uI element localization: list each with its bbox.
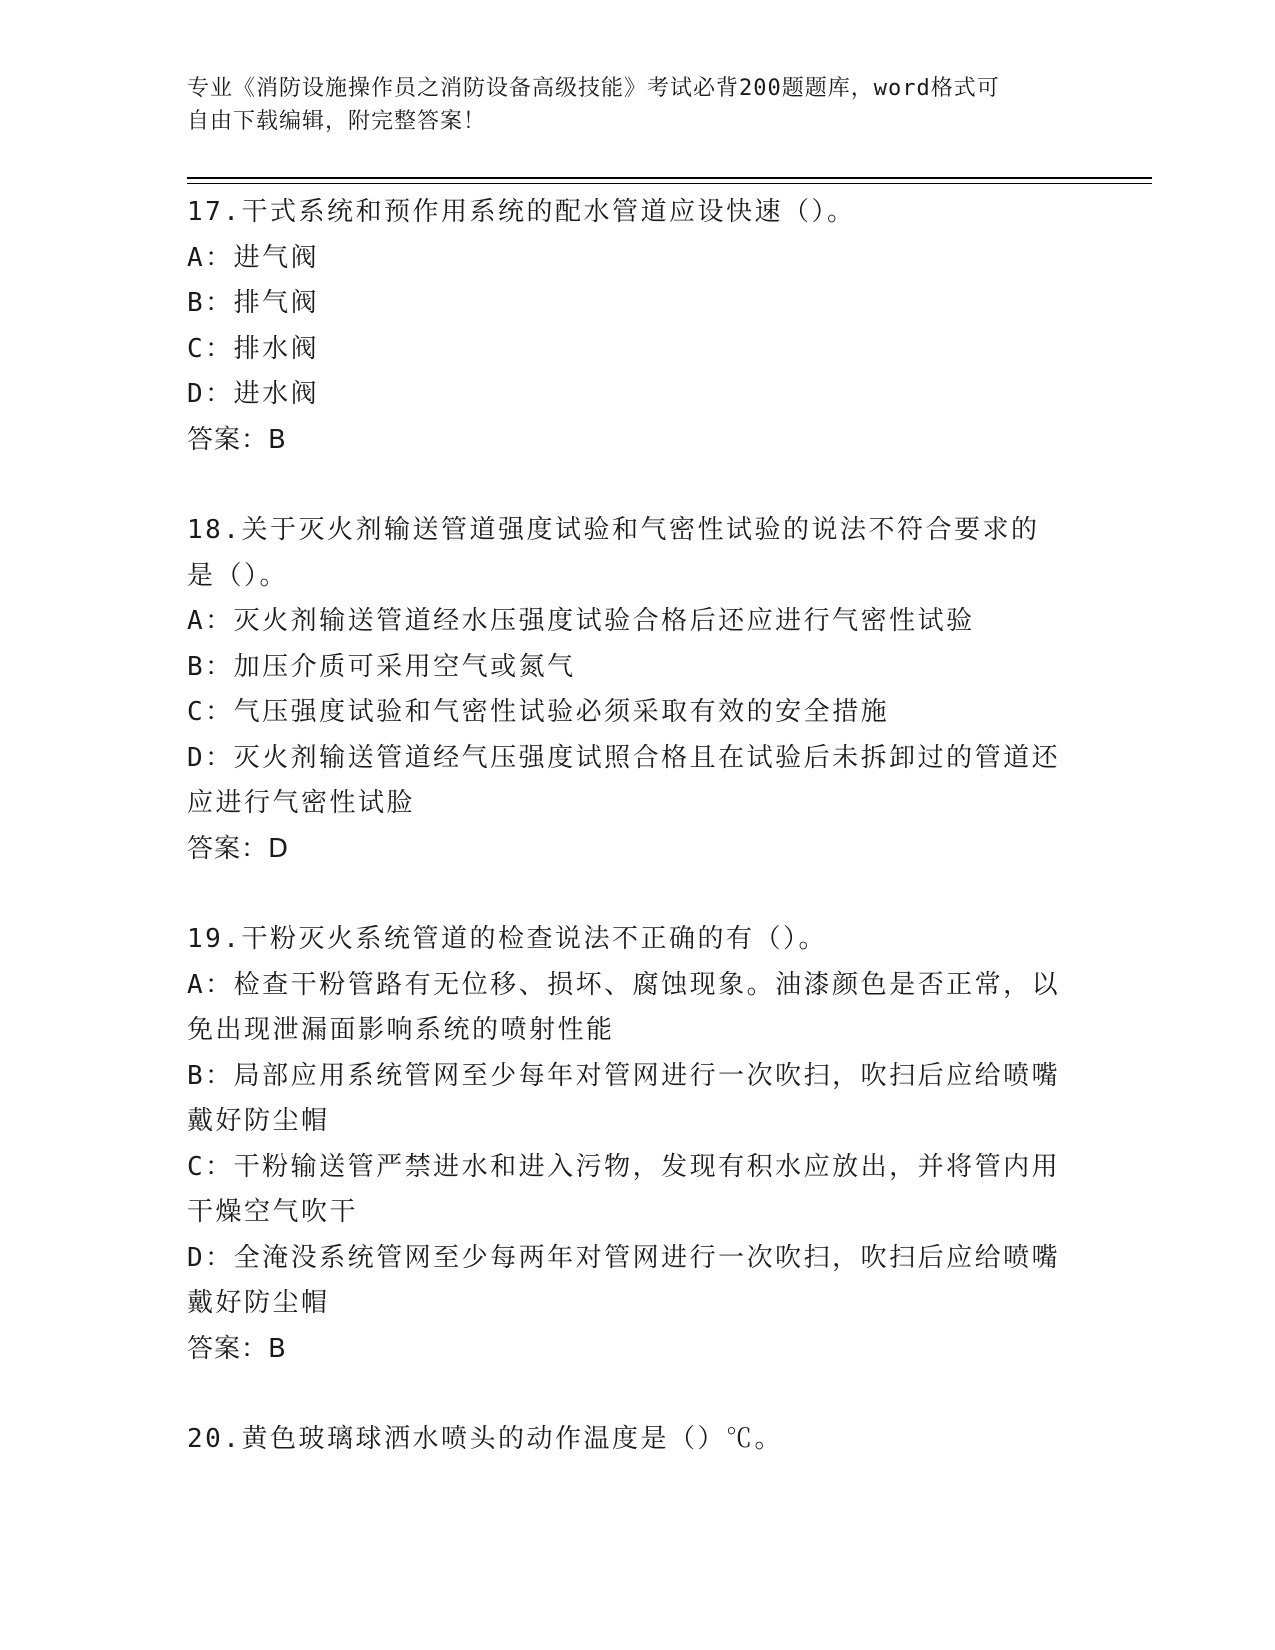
question-stem: 19.干粉灭火系统管道的检查说法不正确的有（）。	[187, 924, 827, 954]
option-b: B：局部应用系统管网至少每年对管网进行一次吹扫，吹扫后应给喷嘴戴好防尘帽	[187, 1060, 1061, 1136]
spacer	[187, 1372, 1067, 1417]
question-stem: 18.关于灭火剂输送管道强度试验和气密性试验的说法不符合要求的是（）。	[187, 515, 1040, 591]
header-rule-thin	[187, 183, 1152, 184]
question-19	[187, 917, 1067, 1372]
document-header	[187, 72, 1067, 138]
answer-line: 答案：D	[187, 833, 290, 864]
question-stem: 17.干式系统和预作用系统的配水管道应设快速（）。	[187, 197, 856, 227]
option-a: A：检查干粉管路有无位移、损坏、腐蚀现象。油漆颜色是否正常，以免出现泄漏面影响系统的喷射性能	[187, 969, 1061, 1045]
question-20	[187, 1417, 1067, 1463]
question-list	[187, 190, 1067, 1463]
answer-line: 答案：B	[187, 1333, 287, 1364]
option-b: B：排气阀	[187, 288, 320, 318]
option-d: D：灭火剂输送管道经气压强度试照合格且在试验后未拆卸过的管道还应进行气密性试脸	[187, 742, 1061, 818]
answer-line: 答案：B	[187, 424, 287, 455]
option-c: C：气压强度试验和气密性试验必须采取有效的安全措施	[187, 697, 890, 727]
question-18	[187, 508, 1067, 872]
option-d: D：进水阀	[187, 379, 320, 409]
option-c: C：排水阀	[187, 333, 320, 364]
question-17	[187, 190, 1067, 463]
option-d: D：全淹没系统管网至少每两年对管网进行一次吹扫，吹扫后应给喷嘴戴好防尘帽	[187, 1242, 1061, 1318]
option-c: C：干粉输送管严禁进水和进入污物，发现有积水应放出，并将管内用干燥空气吹干	[187, 1151, 1061, 1227]
option-a: A：进气阀	[187, 242, 320, 273]
header-line-1: 专业《消防设施操作员之消防设备高级技能》考试必背200题题库，word格式可	[187, 76, 1000, 101]
spacer	[187, 872, 1067, 917]
question-stem: 20.黄色玻璃球洒水喷头的动作温度是（）℃。	[187, 1424, 783, 1454]
header-rule-thick	[187, 177, 1152, 179]
header-line-2: 自由下载编辑，附完整答案！	[187, 109, 487, 134]
option-b: B：加压介质可采用空气或氮气	[187, 651, 576, 682]
option-a: A：灭火剂输送管道经水压强度试验合格后还应进行气密性试验	[187, 606, 975, 636]
spacer	[187, 463, 1067, 508]
